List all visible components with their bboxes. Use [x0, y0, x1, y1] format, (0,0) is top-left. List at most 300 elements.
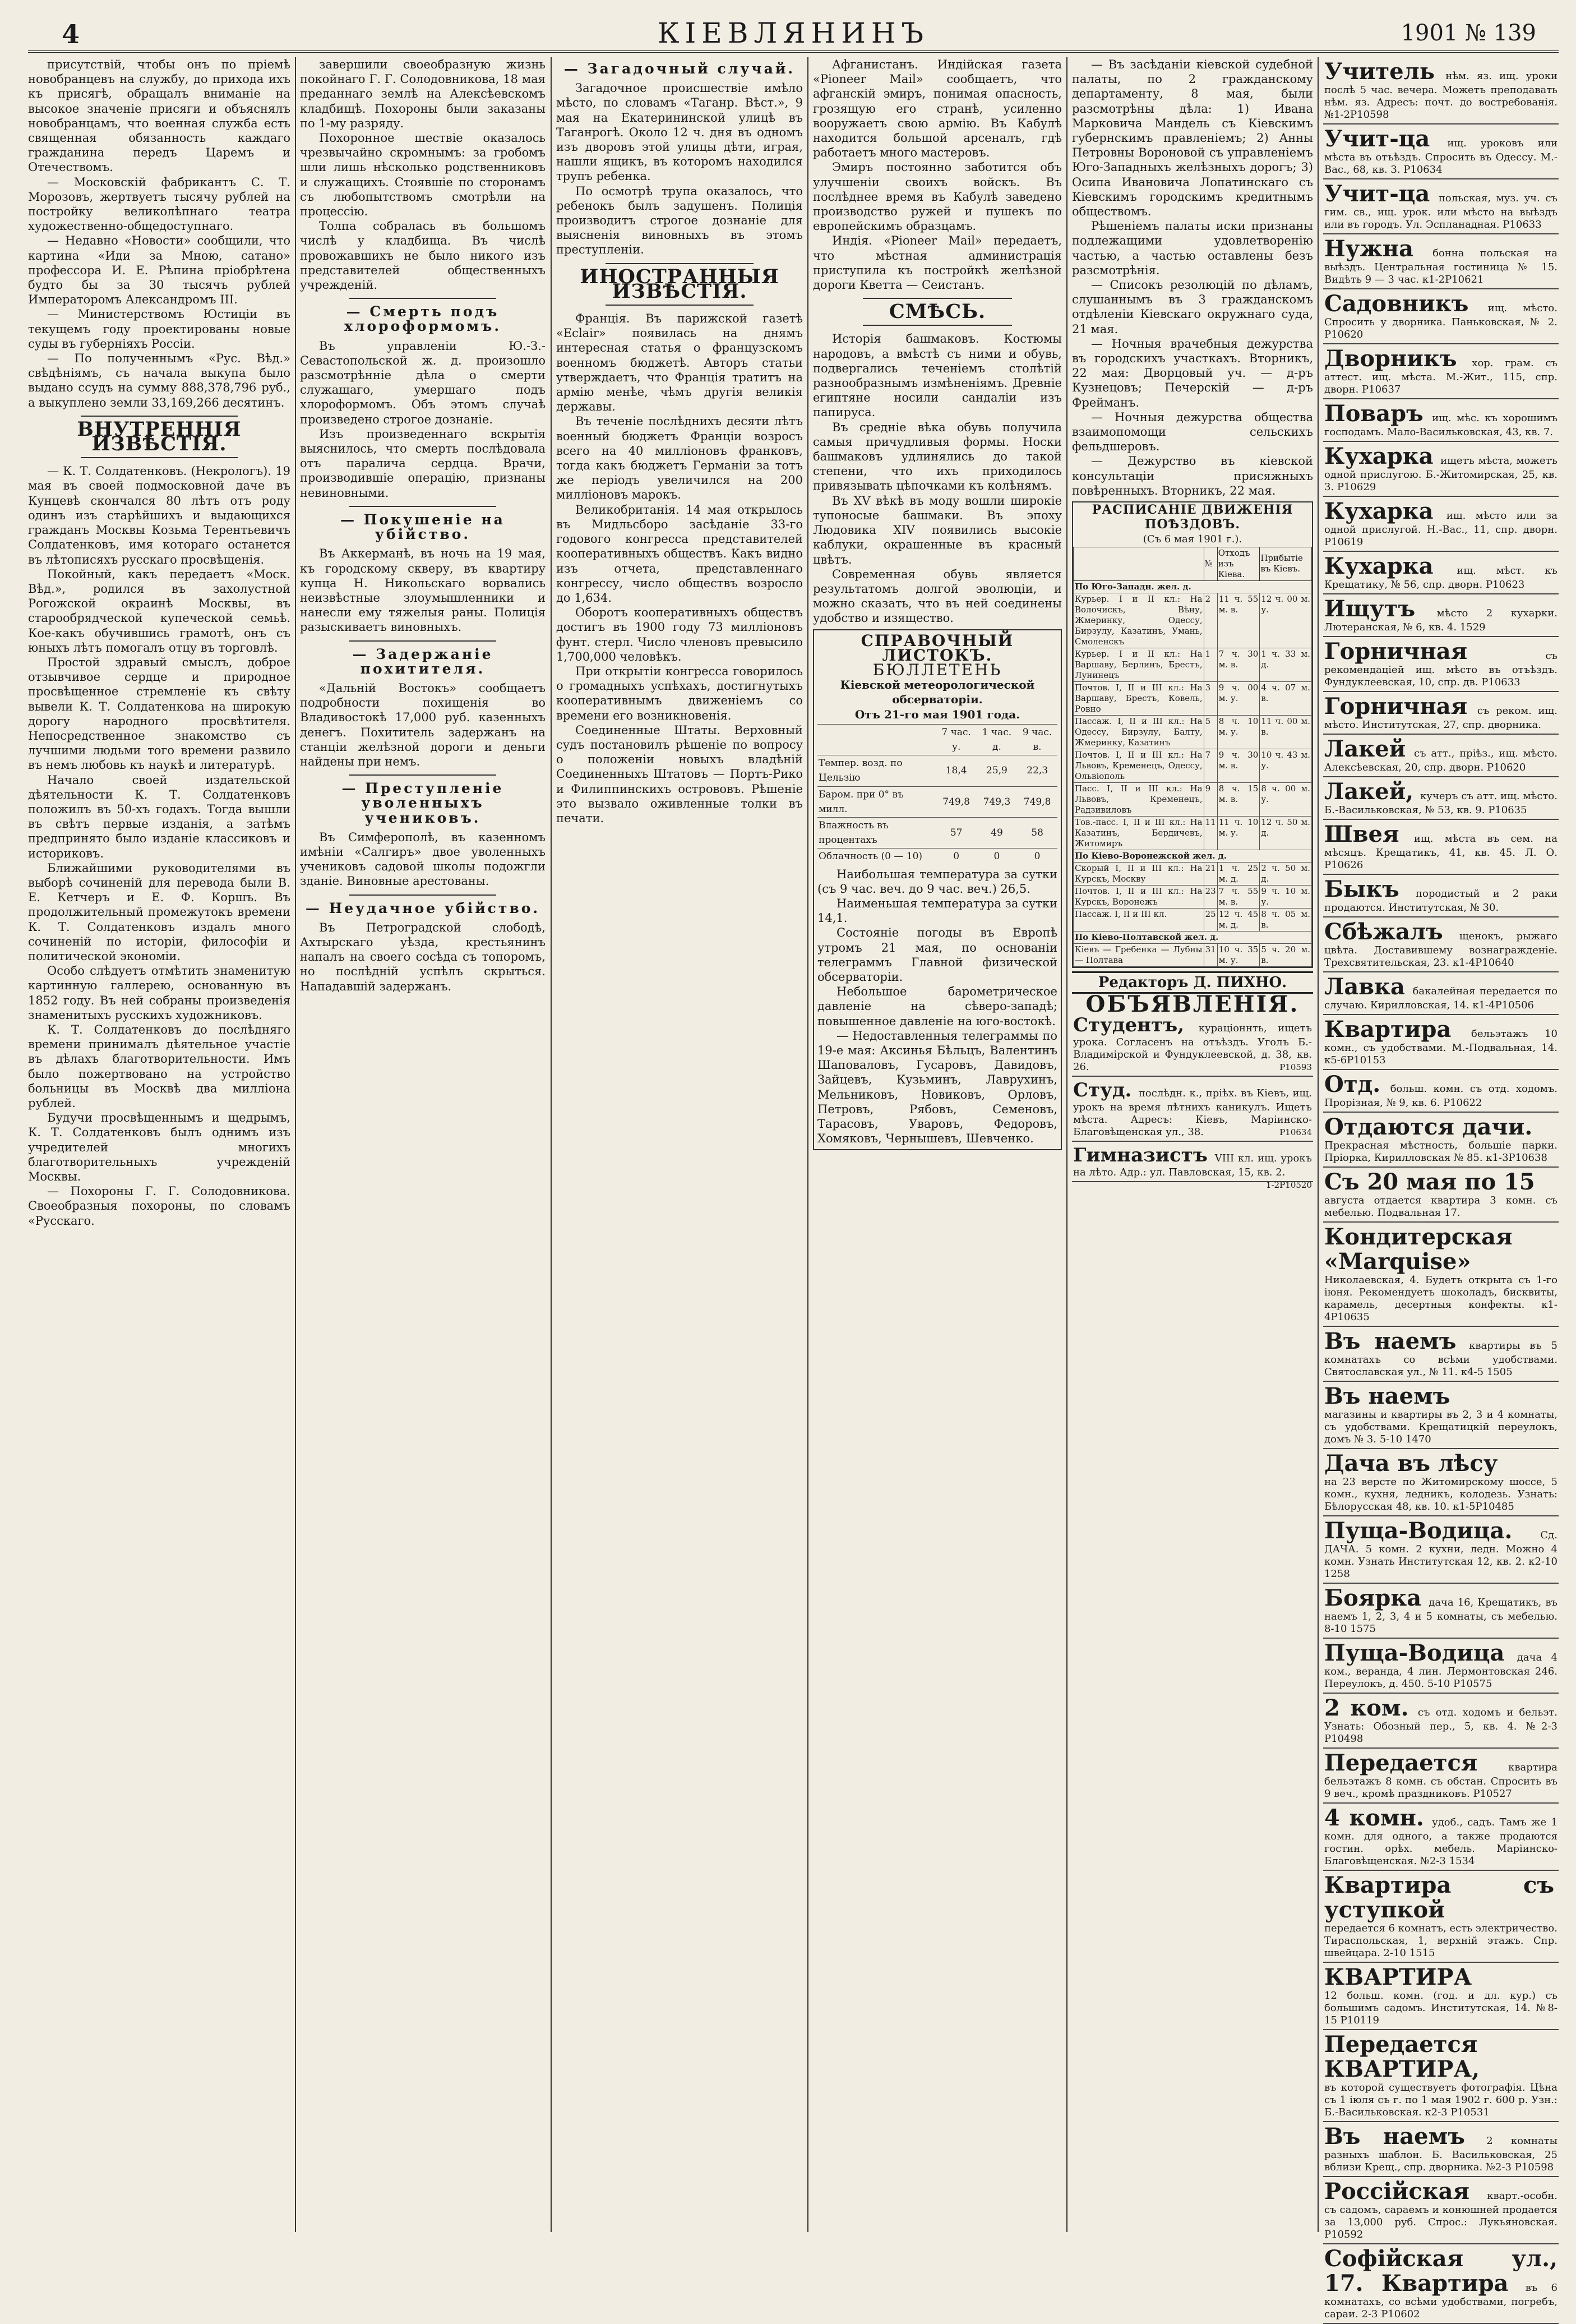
table-header-cell: Прибытіе въ Кіевъ.	[1260, 547, 1312, 580]
ad-text: удоб., садъ. Тамъ же 1 комн. для одного, а также продаются гостин. орѣх. мебель. Маріинско-Благовѣщенская.	[1324, 1816, 1557, 1867]
table-cell: 9 час. в.	[1017, 724, 1057, 755]
ad-text: Прекрасная мѣстность, большіе парки. Пріорка, Кирилловская № 85.	[1324, 1140, 1557, 1164]
ad-text: польская, муз. уч. съ гим. св., ищ. урок. или мѣсто на выѣздъ или въ городъ. Ул. Эспланадная.	[1324, 192, 1557, 230]
article-text	[300, 830, 546, 889]
ad-code: к4-5 1505	[1461, 1366, 1513, 1378]
table-cell: 25,9	[977, 755, 1017, 786]
ad-heading: Лакей,	[1324, 778, 1414, 805]
table-cell: 11 ч. 55 м. в.	[1217, 593, 1260, 648]
ad-heading: Въ наемъ	[1324, 2123, 1465, 2150]
table-cell: 1 ч. 25 м. д.	[1217, 862, 1260, 885]
classified-ad	[1323, 2177, 1559, 2244]
paragraph: — Недоставленныя телеграммы по 19-е мая: Аксинья Бѣльцъ, Валентинъ Шаповаловъ, Гусаровъ, Давидовъ, Зайцевъ, Кузьминъ, Лаврухинъ, Мельниковъ, Новиковъ, Орловъ, Петровъ, Рябовъ, Семеновъ, Тарасовъ, Уваровъ, Федоровъ, Хомяковъ, Чернышевъ, Шевченко.	[817, 1029, 1057, 1146]
newspaper-page	[28, 17, 1559, 2320]
ad-heading: Квартира	[1324, 1016, 1452, 1043]
classified-ad	[1323, 179, 1559, 234]
ad-heading: Отдаются дачи.	[1324, 1114, 1533, 1140]
table-row	[1074, 943, 1312, 966]
ad-code: к1-2Р10621	[1422, 274, 1484, 285]
table-cell: 21	[1204, 862, 1217, 885]
schedule-group	[1074, 850, 1312, 862]
article-heading: — Неудачное убійство.	[305, 900, 540, 916]
ad-code: 5-10 Р10575	[1427, 1678, 1492, 1690]
ad-text: кучеръ съ атт. ищ. мѣсто. Б.-Васильковская, № 53, кв. 9.	[1324, 790, 1557, 816]
paragraph: — Московскій фабрикантъ С. Т. Морозовъ, жертвуетъ тысячу рублей на постройку великолѣпнаго театра художественно-общедоступнаго.	[28, 175, 290, 233]
bulletin-title: СПРАВОЧНЫЙ ЛИСТОКЪ.	[861, 631, 1014, 665]
table-cell: Почтов. I, II и III кл.: На Львовъ, Кременецъ, Одессу, Ольвіополь	[1074, 749, 1204, 782]
weather-table	[817, 724, 1057, 865]
paragraph: Толпа собралась въ большомъ числѣ у кладбища. Въ числѣ провожавшихъ не было никого изъ представителей общественныхъ учрежденій.	[300, 219, 546, 292]
columns	[28, 57, 1559, 2320]
ad-heading: Учит-ца	[1324, 181, 1430, 207]
ad-text: ищ. мѣсто. Спросить у дворника. Паньковская, № 2.	[1324, 302, 1557, 328]
ad-code: Р10593	[1279, 1062, 1312, 1073]
table-cell: Темпер. возд. по Цельзію	[817, 755, 936, 786]
classified-ad	[1323, 735, 1559, 777]
ad-text: ищ. мѣс. къ хорошимъ господамъ. Мало-Васильковская, 43, кв. 7.	[1324, 412, 1557, 438]
ad-text: на 23 версте по Житомирскому шоссе, 5 комн., кухня, ледникъ, колодезь. Узнать: Бѣлорусская 48, кв. 10.	[1324, 1476, 1557, 1513]
column-1-text	[28, 57, 290, 410]
ad-heading: Горничная	[1324, 693, 1468, 720]
ad-heading: Учит-ца	[1324, 126, 1430, 152]
ad-heading: Студ.	[1073, 1079, 1132, 1102]
ad-code: Р10620	[1324, 329, 1364, 340]
ad-text: въ 6 комнатахъ, со всѣми удобствами, погребъ, сараи.	[1324, 2282, 1557, 2320]
article-heading: — Загадочный случай.	[563, 61, 796, 77]
ad-text: квартира бельэтажъ 8 комн. съ обстан. Спросить въ 9 веч., кромѣ праздниковъ.	[1324, 1762, 1557, 1800]
column-4	[813, 57, 1062, 2232]
ad-text: квартиры въ 5 комнатахъ со всѣми удобствами. Святославская ул., № 11.	[1324, 1340, 1557, 1378]
article-text	[556, 311, 803, 826]
paragraph: Небольшое барометрическое давленіе на сѣверо-западѣ; повышенное давленіе на юго-востокѣ.	[817, 985, 1057, 1028]
table-cell: 8 ч. 05 м. в.	[1260, 908, 1312, 931]
paragraph: Состояніе погоды въ Европѣ утромъ 21 мая, по основаніи телеграммъ Главной физической обсерваторіи.	[817, 926, 1057, 984]
table-row	[1074, 862, 1312, 885]
paragraph: Наибольшая температура за сутки (съ 9 час. веч. до 9 час. веч.) 26,5.	[817, 867, 1057, 896]
divider	[349, 506, 497, 507]
paragraph: Исторія башмаковъ. Костюмы народовъ, а вмѣстѣ съ ними и обувь, подвергались теченіемъ столѣтій разнообразнымъ измѣненіямъ. Древніе египтяне носили сандаліи изъ папируса.	[813, 332, 1062, 419]
divider	[81, 457, 238, 458]
ad-text: щенокъ, рыжаго цвѣта. Доставившему вознагражденіе. Трехсвятительская, 23.	[1324, 930, 1557, 969]
ad-code: 1-2Р10520	[1266, 1180, 1312, 1191]
ad-code: Р10620	[1486, 762, 1526, 773]
table-cell: 1 ч. 33 м. д.	[1260, 648, 1312, 681]
schedule-table	[1073, 547, 1312, 967]
table-cell: Облачность (0 — 10)	[817, 849, 936, 865]
ad-heading: Пуща-Водица	[1324, 1640, 1505, 1666]
ad-heading: Кухарка	[1324, 498, 1434, 524]
ad-code: к2-10 1258	[1324, 1556, 1557, 1580]
train-schedule	[1072, 501, 1313, 968]
classified-ad	[1323, 1070, 1559, 1113]
ad-heading: Учитель	[1324, 58, 1435, 85]
ad-code: Р10619	[1324, 536, 1364, 548]
article-text	[556, 81, 803, 257]
table-row	[1074, 782, 1312, 816]
classified-ad	[1323, 344, 1559, 399]
classified-ad	[1323, 1871, 1559, 1963]
table-cell: 12 ч. 50 м. д.	[1260, 816, 1312, 850]
ad-text: августа отдается квартира 3 комн. съ мебелью. Подвальная 17.	[1324, 1195, 1557, 1219]
classified-ad	[1323, 1584, 1559, 1639]
table-cell: 9 ч. 10 м. у.	[1260, 885, 1312, 908]
table-cell: 11	[1204, 816, 1217, 850]
schedule-title: РАСПИСАНІЕ ДВИЖЕНІЯ ПОѢЗДОВЪ.	[1092, 502, 1293, 532]
ad-heading: 4 комн.	[1324, 1805, 1424, 1831]
divider	[863, 325, 1012, 326]
ad-heading: Ищутъ	[1324, 596, 1416, 622]
ad-text: 2 комнаты разныхъ шаблон. Б. Васильковская, 25 вблизи Крещ., спр. дворника.	[1324, 2135, 1557, 2173]
ad-code: 2-10 1515	[1383, 1947, 1435, 1959]
paragraph: — По полученнымъ «Рус. Вѣд.» свѣдѣніямъ, съ начала выкупа было выдано ссудъ на сумму 888,378,796 руб., а выкуплено земли 33,169,266 десятинъ.	[28, 352, 290, 409]
ad-text: бонна польская на выѣздъ. Центральная гостиница № 15. Видѣть 9 — 3 час.	[1324, 247, 1557, 285]
ad-text: бельэтажъ 10 комн., съ удобствами. М.-Подвальная, 14.	[1324, 1028, 1557, 1054]
table-row	[1074, 749, 1312, 782]
ad-heading: 2 ком.	[1324, 1695, 1409, 1721]
page-number: 4	[62, 19, 80, 49]
paragraph: — К. Т. Солдатенковъ. (Некрологъ). 19 мая въ своей подмосковной даче въ Кунцевѣ скончался 80 лѣтъ отъ роду одинъ изъ старѣйшихъ и выдающихся гражданъ Москвы Козьма Терентьевичъ Солдатенковъ, имя котораго останется въ лѣтописяхъ русскаго просвѣщенія.	[28, 464, 290, 566]
paragraph: Великобританія. 14 мая открылось въ Мидльсборо засѣданіе 33-го годового конгресса представителей кооперативныхъ обществъ. Какъ видно изъ отчета, представленнаго конгрессу, число обществъ возросло до 1,634.	[556, 502, 803, 605]
article-text	[1072, 57, 1313, 278]
newspaper-title: КІЕВЛЯНИНЪ	[657, 17, 930, 49]
ad-text: породистый и 2 раки продаются. Институтская, № 30.	[1324, 888, 1557, 914]
ad-text: съ рекомендаціей ищ. мѣсто въ отъѣздъ. Фундуклеевская, 10, спр. дв.	[1324, 650, 1557, 688]
table-cell: Курьер. I и II кл.: На Волочискъ, Вѣну, Жмеринку, Одессу, Бирзулу, Казатинъ, Умань, Смоленскъ	[1074, 593, 1204, 648]
article-text	[300, 546, 546, 634]
group-label: По Юго-Западн. жел. д.	[1074, 580, 1312, 593]
classified-ad	[1323, 2244, 1559, 2324]
table-cell: 0	[977, 849, 1017, 865]
divider	[606, 263, 754, 264]
classified-ad	[1323, 2030, 1559, 2122]
table-row	[1074, 681, 1312, 715]
table-cell: 49	[977, 817, 1017, 848]
paragraph: завершили своеобразную жизнь покойнаго Г. Г. Солодовникова, 18 мая преданнаго землѣ на Алексѣевскомъ кладбищѣ. Похороны были заказаны по 1-му разряду.	[300, 58, 546, 130]
schedule-subtitle: (Съ 6 мая 1901 г.).	[1143, 533, 1242, 545]
editor-line: Редакторъ Д. ПИХНО.	[1072, 971, 1313, 994]
paragraph: — Министерствомъ Юстиціи въ текущемъ году проектированы новые суды въ губерніяхъ Россіи.	[28, 307, 290, 351]
classified-ad	[1323, 637, 1559, 692]
ad-heading: Отд.	[1324, 1071, 1381, 1098]
classified-ad	[1323, 1694, 1559, 1749]
ad-heading: Боярка	[1324, 1585, 1422, 1611]
ad-code: к1-4Р10635	[1324, 1299, 1557, 1323]
ad-heading: Передается КВАРТИРА,	[1324, 2031, 1480, 2082]
paragraph: Въ XV вѣкѣ въ моду вошли широкіе тупоносые башмаки. Въ эпоху Людовика XIV появились высокіе каблуки, окрашенные въ красный цвѣтъ.	[813, 494, 1062, 566]
ad-code: №2-3 1534	[1420, 1855, 1475, 1867]
bulletin-subtitle: БЮЛЛЕТЕНЬ	[872, 660, 1002, 679]
classified-ad	[1323, 552, 1559, 594]
table-cell: 1 час. д.	[977, 724, 1017, 755]
classified-ad	[1323, 1516, 1559, 1584]
issue-number: 1901 № 139	[1401, 20, 1536, 46]
divider	[349, 774, 497, 776]
table-cell: Баром. при 0° въ милл.	[817, 786, 936, 817]
ad-heading: Кухарка	[1324, 553, 1434, 579]
ad-text: хор. грам. съ аттест. ищ. мѣста. М.-Жит., 115, спр. дворн.	[1324, 357, 1557, 395]
ad-code: Р10634	[1403, 164, 1443, 176]
ad-code: 1529	[1459, 621, 1486, 633]
notices	[1072, 278, 1313, 498]
classified-ad	[1323, 1382, 1559, 1449]
article-text	[813, 331, 1062, 625]
ad-code: №2-3 Р10498	[1324, 1721, 1557, 1745]
table-cell: 749,8	[936, 786, 977, 817]
paragraph: Изъ произведеннаго вскрытія выяснилось, что смерть послѣдовала отъ паралича сердца. Врачи, производившіе операцію, признаны невиновными.	[300, 427, 546, 500]
ad-heading: Передается	[1324, 1750, 1478, 1776]
classified-ad	[1323, 125, 1559, 179]
classified-ad	[1323, 57, 1559, 125]
divider	[606, 305, 754, 306]
table-cell: 9 ч. 30 м. в.	[1217, 749, 1260, 782]
table-cell: 11 ч. 00 м. в.	[1260, 715, 1312, 749]
ad-text: передается 6 комнатъ, есть электричество. Тираспольская, 1, верхній этажъ. Спр. швейцара.	[1324, 1922, 1557, 1959]
ad-heading: Сбѣжалъ	[1324, 919, 1443, 945]
table-cell: 3	[1204, 681, 1217, 715]
ad-heading: Швея	[1324, 821, 1399, 847]
paragraph: Оборотъ кооперативныхъ обществъ достигъ въ 1900 году 73 милліоновъ фунт. стерл. Число членовъ превысило 1,700,000 человѣкъ.	[556, 606, 803, 663]
paragraph: К. Т. Солдатенковъ до послѣдняго времени принималъ дѣятельное участіе въ дѣлахъ благотворительности. Имъ было пожертвовано на устройство больницы въ Москвѣ два милліона рублей.	[28, 1023, 290, 1110]
ad-heading: Поваръ	[1324, 400, 1424, 427]
column-rule	[807, 57, 808, 2232]
paragraph: Загадочное происшествіе имѣло мѣсто, по словамъ «Таганр. Вѣст.», 9 мая на Екатерининской улицѣ въ Таганрогѣ. Около 12 ч. дня въ одномъ изъ дворовъ этой улицы дѣти, играя, нашли ящикъ, въ которомъ находился трупъ ребенка.	[556, 81, 803, 183]
table-cell: 5 ч. 20 м. в.	[1260, 943, 1312, 966]
article-heading: — Задержаніе похитителя.	[352, 645, 493, 677]
paragraph: Ближайшими руководителями въ выборѣ сочиненій для перевода были В. Е. Кетчеръ и Е. Ф. Коршъ. Въ продолжительный промежутокъ времени К. Т. Солдатенковъ издалъ много сочиненій по исторіи, философіи и политической экономіи.	[28, 861, 290, 963]
table-cell: 8 ч. 00 м. у.	[1260, 782, 1312, 816]
ad-code: Р10633	[1503, 219, 1542, 230]
table-cell: 18,4	[936, 755, 977, 786]
paragraph: присутствій, чтобы онъ по пріемѣ новобранцевъ на службу, до прихода ихъ къ присягѣ, обращалъ вниманіе на высокое значеніе присяги и объяснялъ новобранцамъ, что военная служба есть священная обязанность каждаго гражданина передъ Царемъ и Отечествомъ.	[28, 58, 290, 174]
ad-text: ищ. мѣст. къ Крещатику, № 56, спр. дворн.	[1324, 565, 1557, 591]
paragraph: Франція. Въ парижской газетѣ «Eclair» появилась на днямъ интересная статья о французскомъ военномъ бюджетѣ. Авторъ статьи утверждаетъ, что Франція тратитъ на армію менѣе, чѣмъ другія великія державы.	[556, 312, 803, 414]
section-heading-misc: СМѢСЬ.	[889, 300, 986, 324]
table-cell	[817, 724, 936, 755]
divider	[349, 894, 497, 896]
table-cell: Почтов. I, II и III кл.: На Курскъ, Воронежъ	[1074, 885, 1204, 908]
paragraph: Въ Аккерманѣ, въ ночь на 19 мая, къ городскому скверу, въ квартиру купца Н. Никольскаго ворвались неизвѣстные злоумышленники и нанесли ему тяжелыя раны. Полиція разыскиваетъ виновныхъ.	[300, 547, 546, 634]
ad-code: №2-3 Р10598	[1485, 2161, 1554, 2173]
column-5	[1072, 57, 1313, 2232]
table-cell: 0	[1017, 849, 1057, 865]
ad-code: 5-10 1470	[1379, 1433, 1431, 1445]
ad-text: кварт.-особн. съ садомъ, сараемъ и конюшней продается за 13,000 руб. Спрос.: Лукьяновская.	[1324, 2190, 1557, 2228]
ad-text: кураціоннть, ищетъ урока. Согласенъ на отъѣздъ. Уголъ Б.-Владимірской и Фундуклеевской, д. 38, кв. 26.	[1073, 1022, 1312, 1073]
table-cell: 58	[1017, 817, 1057, 848]
ad-code: Р10622	[1443, 1097, 1482, 1109]
ad-code: к1-3Р10638	[1486, 1152, 1547, 1164]
ad-heading: Софійская ул., 17. Квартира	[1324, 2245, 1557, 2297]
ad-code: к2-3 Р10531	[1425, 2106, 1490, 2118]
ad-text: дача 16, Крещатикъ, въ наемъ 1, 2, 3, 4 и 5 комнаты, съ мебелью.	[1324, 1597, 1557, 1622]
ad-heading: Пуща-Водица.	[1324, 1518, 1513, 1544]
column-2-text	[300, 57, 546, 292]
classified-ad	[1072, 1077, 1313, 1142]
ad-code: к1-4Р10640	[1452, 957, 1514, 969]
ad-heading: Гимназистъ	[1073, 1144, 1208, 1167]
table-cell: 0	[936, 849, 977, 865]
paragraph: — Списокъ резолюцій по дѣламъ, слушаннымъ въ 3 гражданскомъ отдѣленіи Кіевскаго окружнаго суда, 21 мая.	[1072, 278, 1313, 336]
table-cell: 10 ч. 43 м. у.	[1260, 749, 1312, 782]
ad-code: 8-10 1575	[1324, 1623, 1376, 1635]
ad-heading: Кухарка	[1324, 443, 1434, 469]
table-row	[1074, 885, 1312, 908]
ad-text: ищ. уроковъ или мѣста въ отъѣздъ. Спросить въ Одессу. М.-Вас., 68, кв. 3.	[1324, 137, 1557, 176]
ad-code: Р10629	[1337, 481, 1376, 493]
table-cell: 9 ч. 00 м. у.	[1217, 681, 1260, 715]
ad-code: Р10626	[1324, 859, 1364, 871]
ad-code: к1-4Р10506	[1472, 999, 1534, 1011]
article-text	[300, 920, 546, 994]
article-heading: — Преступленіе уволенныхъ учениковъ.	[341, 780, 504, 826]
classified-ad	[1323, 1015, 1559, 1070]
ad-heading: Лакей	[1324, 736, 1406, 762]
ad-heading: КВАРТИРА	[1324, 1964, 1472, 1990]
table-cell: 23	[1204, 885, 1217, 908]
table-cell: 7 ч. 30 м. в.	[1217, 648, 1260, 681]
divider	[349, 298, 497, 299]
table-row	[817, 755, 1057, 786]
classified-ads	[1323, 57, 1559, 2320]
divider	[863, 298, 1012, 299]
table-cell: 25	[1204, 908, 1217, 931]
table-cell: 8 ч. 10 м. у.	[1217, 715, 1260, 749]
table-cell: 2 ч. 50 м. д.	[1260, 862, 1312, 885]
group-label: По Кіево-Полтавской жел. д.	[1074, 931, 1312, 943]
table-header	[1074, 547, 1312, 580]
ad-text: 12 больш. комн. (год. и дл. кур.) съ большимъ садомъ. Институтская, 14.	[1324, 1990, 1557, 2014]
column-rule	[1066, 57, 1067, 2232]
article-heading: — Смерть подъ хлороформомъ.	[344, 303, 502, 335]
bulletin-source: Кіевской метеорологической обсерваторіи.	[840, 678, 1035, 707]
paragraph: При открытіи конгресса говорилось о громадныхъ успѣхахъ, достигнутыхъ кооперативнымъ движеніемъ со времени его возникновенія.	[556, 664, 803, 722]
paragraph: Эмиръ постоянно заботится объ улучшеніи своихъ войскъ. Въ послѣднее время въ Кабулѣ заведено производство ружей и пушекъ по европейскимъ образцамъ.	[813, 160, 1062, 233]
table-cell: Почтов. I, II и III кл.: На Варшаву, Брестъ, Ковель, Ровно	[1074, 681, 1204, 715]
ad-code: Р10623	[1485, 579, 1525, 591]
column-3	[556, 57, 803, 2232]
divider	[349, 640, 497, 642]
table-cell: 9	[1204, 782, 1217, 816]
ad-text: мѣсто 2 кухарки. Лютеранская, № 6, кв. 4.	[1324, 607, 1557, 633]
paragraph: «Дальній Востокъ» сообщаетъ подробности похищенія во Владивостокѣ 17,000 руб. казенныхъ денегъ. Похититель задержанъ на станціи желѣзной дороги и деньги найдены при немъ.	[300, 681, 546, 768]
table-row	[817, 817, 1057, 848]
paragraph: — Недавно «Новости» сообщили, что картина «Иди за Мною, сатано» профессора И. Е. Рѣпина пріобрѣтена будто бы за 30 тысячъ рублей Императоромъ Александромъ III.	[28, 234, 290, 307]
ad-text: ищетъ мѣста, можетъ одной прислугою. Б.-Житомирская, 25, кв. 3.	[1324, 455, 1557, 493]
paragraph: Рѣшеніемъ палаты иски признаны подлежащими удовлетворенію частью, а частью оставлены безъ разсмотрѣнія.	[1072, 219, 1313, 277]
ad-text: бакалейная передается по случаю. Кирилловская, 14.	[1324, 985, 1557, 1011]
classified-ad	[1323, 917, 1559, 972]
table-cell: Тов.-пасс. I, II и III кл.: На Казатинъ, Бердичевъ, Житомиръ	[1074, 816, 1204, 850]
paragraph: Современная обувь является результатомъ долгой эволюціи, и можно сказать, что въ ней соединены удобство и изящество.	[813, 567, 1062, 625]
ad-code: №1-2Р10598	[1324, 109, 1389, 121]
schedule-group	[1074, 931, 1312, 943]
table-cell: 12 ч. 45 м. д.	[1217, 908, 1260, 931]
paragraph: Афганистанъ. Индійская газета «Pioneer Mail» сообщаетъ, что афганскій эмиръ, понимая опасность, грозящую его странѣ, усиленно вооружаетъ свою армію. Въ Кабулѣ находится большой арсеналъ, гдѣ работаетъ много мастеровъ.	[813, 58, 1062, 160]
ad-heading: Россійская	[1324, 2178, 1470, 2205]
paragraph: Особо слѣдуетъ отмѣтить знаменитую картинную галлерею, основанную въ 1852 году. Въ ней собраны произведенія знаменитыхъ русскихъ художниковъ.	[28, 964, 290, 1022]
paragraph: Начало своей издательской дѣятельности К. Т. Солдатенковъ положилъ въ 50-хъ годахъ. Тогда вышли въ свѣтъ первые изданія, а затѣмъ предпринято было изданіе классиковъ и историковъ.	[28, 773, 290, 860]
paragraph: Покойный, какъ передаетъ «Моск. Вѣд.», родился въ захолустной Рогожской окраинѣ Москвы, въ старообрядческой купеческой семьѣ. Кое-какъ обучившись грамотѣ, онъ съ юныхъ лѣтъ помогалъ отцу въ торговлѣ.	[28, 567, 290, 654]
classified-ad	[1323, 1963, 1559, 2030]
column-rule	[1318, 57, 1319, 2232]
classified-ad	[1323, 1223, 1559, 1327]
table-cell: 11 ч. 10 м. у.	[1217, 816, 1260, 850]
classified-ad	[1323, 1639, 1559, 1694]
classified-ad	[1323, 234, 1559, 289]
ad-text: въ которой существуетъ фотографія. Цѣна съ 1 іюля съ г. по 1 мая 1902 г. 600 р. Узн.: Б.-Васильковская.	[1324, 2082, 1557, 2118]
section-heading-foreign: ИНОСТРАННЫЯ ИЗВѢСТІЯ.	[580, 265, 779, 303]
masthead	[28, 17, 1559, 53]
ad-text: Сд. ДАЧА. 5 комн. 2 кухни, ледн. Можно 4 комн. Узнать Институтская 12, кв. 2.	[1324, 1529, 1557, 1567]
ad-code: №8-15 Р10119	[1324, 2002, 1557, 2026]
table-cell: Курьер. I и II кл.: На Варшаву, Берлинъ, Брестъ, Лунинецъ	[1074, 648, 1204, 681]
ad-heading: Садовникъ	[1324, 290, 1469, 317]
paragraph: Въ Симферополѣ, въ казенномъ имѣніи «Салгиръ» двое уволенныхъ учениковъ садовой школы подожгли зданіе. Виновные арестованы.	[300, 830, 546, 888]
ad-text: съ отд. ходомъ и бельэт. Узнать: Обозный пер., 5, кв. 4.	[1324, 1707, 1558, 1732]
paragraph: — Дежурство въ кіевской консультаціи присяжныхъ повѣренныхъ. Вторникъ, 22 мая.	[1072, 454, 1313, 497]
classified-ad	[1323, 1804, 1559, 1871]
paragraph: Простой здравый смыслъ, доброе отзывчивое сердце и природное просвѣщенное стремленіе къ свѣту вывели К. Т. Солдатенкова на широкую дорогу народного просвѣтителя. Непосредственное знакомство съ лучшими людьми того времени развило въ немъ любовь къ наукѣ и литературѣ.	[28, 655, 290, 772]
paragraph: — Ночныя врачебныя дежурства въ городскихъ участкахъ. Вторникъ, 22 мая: Дворцовый уч. — д-ръ Кузнецовъ; Печерскій — д-ръ Фрейманъ.	[1072, 336, 1313, 409]
ad-text: ищ. мѣсто или за одной прислугой. Н.-Вас., 11, спр. дворн.	[1324, 510, 1557, 536]
ad-code: Р10637	[1362, 384, 1401, 395]
classified-ad	[1072, 1142, 1313, 1191]
paragraph: Соединенные Штаты. Верховный судъ постановилъ рѣшеніе по вопросу о положеніи новыхъ владѣній Соединенныхъ Штатовъ — Портъ-Рико и Филиппинскихъ острововъ. Рѣшеніе это вызвало оживленные толки въ печати.	[556, 723, 803, 825]
ad-code: 2-3 Р10602	[1361, 2308, 1420, 2320]
table-row	[1074, 908, 1312, 931]
paragraph: Похоронное шествіе оказалось чрезвычайно скромнымъ: за гробомъ шли лишь нѣсколько родственниковъ и служащихъ. Стоявшіе по сторонамъ съ любопытствомъ смотрѣли на процессію.	[300, 131, 546, 219]
column-rule	[551, 57, 552, 2232]
paragraph: — Похороны Г. Г. Солодовникова. Своеобразныя похороны, по словамъ «Русскаго.	[28, 1184, 290, 1228]
table-row	[1074, 593, 1312, 648]
ad-text: нѣм. яз. ищ. уроки послѣ 5 час. вечера. Можетъ преподавать нѣм. яз. Адресъ: почт. до востребованія.	[1324, 70, 1557, 108]
table-cell: Пассаж. I, II и III кл.: На Одессу, Бирзулу, Балту, Жмеринку, Казатинъ	[1074, 715, 1204, 749]
classified-ad	[1323, 1749, 1559, 1804]
table-cell: 31	[1204, 943, 1217, 966]
group-label: По Кіево-Воронежской жел. д.	[1074, 850, 1312, 862]
table-cell: 2	[1204, 593, 1217, 648]
ad-text: магазины и квартиры въ 2, 3 и 4 комнаты, съ удобствами. Крещатицкій переулокъ, домъ № 3.	[1324, 1409, 1557, 1445]
column-2	[300, 57, 546, 2232]
table-cell: 10 ч. 35 м. у.	[1217, 943, 1260, 966]
column-1	[28, 57, 290, 2232]
table-cell: 749,8	[1017, 786, 1057, 817]
table-cell: 12 ч. 00 м. у.	[1260, 593, 1312, 648]
ad-heading: Лавка	[1324, 974, 1405, 1000]
ad-text: дача 4 ком., веранда, 4 лин. Лермонтовская 246. Переулокъ, д. 450.	[1324, 1652, 1557, 1690]
column-1-text-2	[28, 464, 290, 1228]
ad-text: съ реком. ищ. мѣсто. Институтская, 27, спр. дворника.	[1324, 705, 1557, 731]
paragraph: Въ Петроградской слободѣ, Ахтырскаго уѣзда, крестьянинъ напалъ на своего сосѣда съ топоромъ, но послѣдній успѣлъ скрыться. Нападавшій задержанъ.	[300, 920, 546, 993]
ad-heading: Быкъ	[1324, 876, 1399, 902]
article-text	[300, 339, 546, 500]
table-header-cell	[1074, 547, 1204, 580]
ad-text: ищ. мѣста въ сем. на мѣсяцъ. Крещатикъ, 41, кв. 45. Л. О.	[1324, 833, 1557, 859]
classified-ad	[1323, 497, 1559, 552]
table-cell: 749,3	[977, 786, 1017, 817]
column-rule	[295, 57, 296, 2232]
table-cell: 5	[1204, 715, 1217, 749]
paragraph: Въ теченіе послѣднихъ десяти лѣтъ военный бюджетъ Франціи возросъ всего на 40 милліоновъ франковъ, тогда какъ бюджетъ Германіи за тотъ же періодъ увеличился на 200 милліоновъ марокъ.	[556, 414, 803, 502]
table-row	[817, 849, 1057, 865]
table-row	[1074, 816, 1312, 850]
weather-bulletin	[813, 629, 1062, 1151]
table-cell: 4 ч. 07 м. в.	[1260, 681, 1312, 715]
article-text	[813, 57, 1062, 292]
ad-code: к5-6Р10153	[1324, 1054, 1386, 1066]
paragraph: — Въ засѣданіи кіевской судебной палаты, по 2 гражданскому департаменту, 8 мая, были разсмотрѣны дѣла: 1) Ивана Марковича Мандель съ Кіевскимъ губернскимъ правленіемъ; 2) Анны Петровны Вороновой съ управленіемъ Юго-Западныхъ желѣзныхъ дорогъ; 3) Осипа Ивановича Лопатинскаго съ Кіевскимъ городскимъ кредитнымъ обществомъ.	[1072, 58, 1313, 219]
table-cell: Кіевъ — Гребенка — Лубны — Полтава	[1074, 943, 1204, 966]
